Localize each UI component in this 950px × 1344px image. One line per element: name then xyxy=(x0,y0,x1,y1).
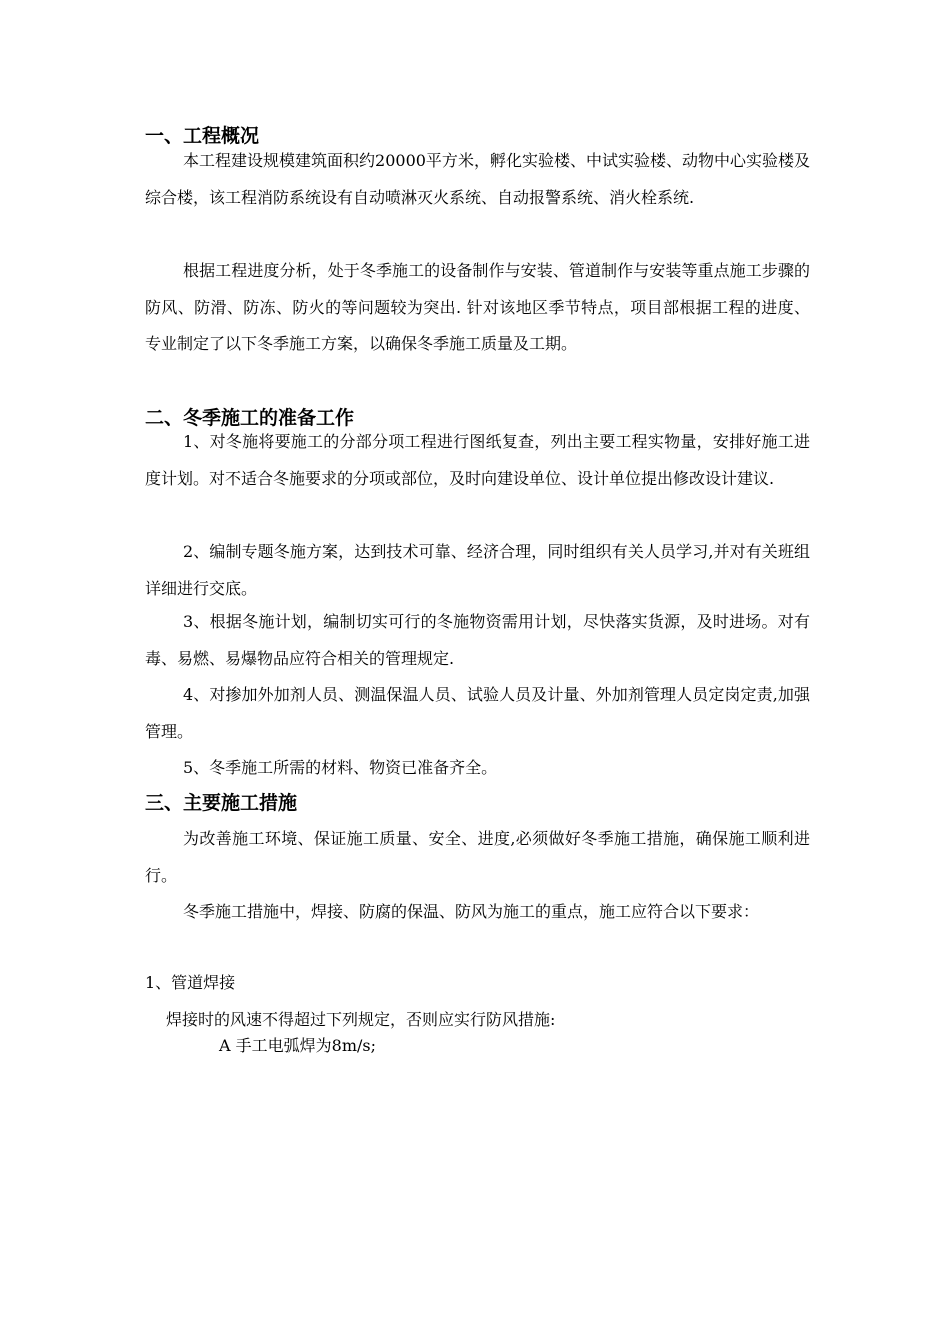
paragraph-preparation-3: 3、根据冬施计划，编制切实可行的冬施物资需用计划，尽快落实货源，及时进场。对有毒、易燃、易爆物品应符合相关的管理规定. xyxy=(145,612,810,668)
paragraph-measures-1: 为改善施工环境、保证施工质量、安全、进度,必须做好冬季施工措施，确保施工顺利进行。 xyxy=(145,829,810,885)
section-heading-preparation: 二、冬季施工的准备工作 xyxy=(145,407,355,429)
subheading-pipe-welding: 1、管道焊接 xyxy=(145,973,236,992)
paragraph-overview-1: 本工程建设规模建筑面积约20000平方米，孵化实验楼、中试实验楼、动物中心实验楼及综合楼，该工程消防系统设有自动喷淋灭火系统、自动报警系统、消火栓系统. xyxy=(145,151,810,207)
welding-item-a: A 手工电弧焊为8m/s; xyxy=(219,1036,376,1055)
welding-wind-rule: 焊接时的风速不得超过下列规定，否则应实行防风措施: xyxy=(166,1010,556,1029)
paragraph-preparation-1: 1、对冬施将要施工的分部分项工程进行图纸复查，列出主要工程实物量，安排好施工进度计划。对不适合冬施要求的分项或部位，及时向建设单位、设计单位提出修改设计建议. xyxy=(145,432,810,488)
section-heading-overview: 一、工程概况 xyxy=(145,125,260,147)
paragraph-preparation-4: 4、对掺加外加剂人员、测温保温人员、试验人员及计量、外加剂管理人员定岗定责,加强管理。 xyxy=(145,685,810,741)
paragraph-measures-2: 冬季施工措施中，焊接、防腐的保温、防风为施工的重点，施工应符合以下要求： xyxy=(183,902,760,921)
paragraph-overview-2: 根据工程进度分析，处于冬季施工的设备制作与安装、管道制作与安装等重点施工步骤的防风、防滑、防冻、防火的等问题较为突出. 针对该地区季节特点，项目部根据工程的进度、专业制定了以下冬季施工方案，以确保冬季施工质量及工期。 xyxy=(145,261,810,353)
paragraph-preparation-2: 2、编制专题冬施方案，达到技术可靠、经济合理，同时组织有关人员学习,并对有关班组详细进行交底。 xyxy=(145,542,810,598)
section-heading-measures: 三、主要施工措施 xyxy=(145,792,298,814)
paragraph-preparation-5: 5、冬季施工所需的材料、物资已准备齐全。 xyxy=(183,758,498,777)
